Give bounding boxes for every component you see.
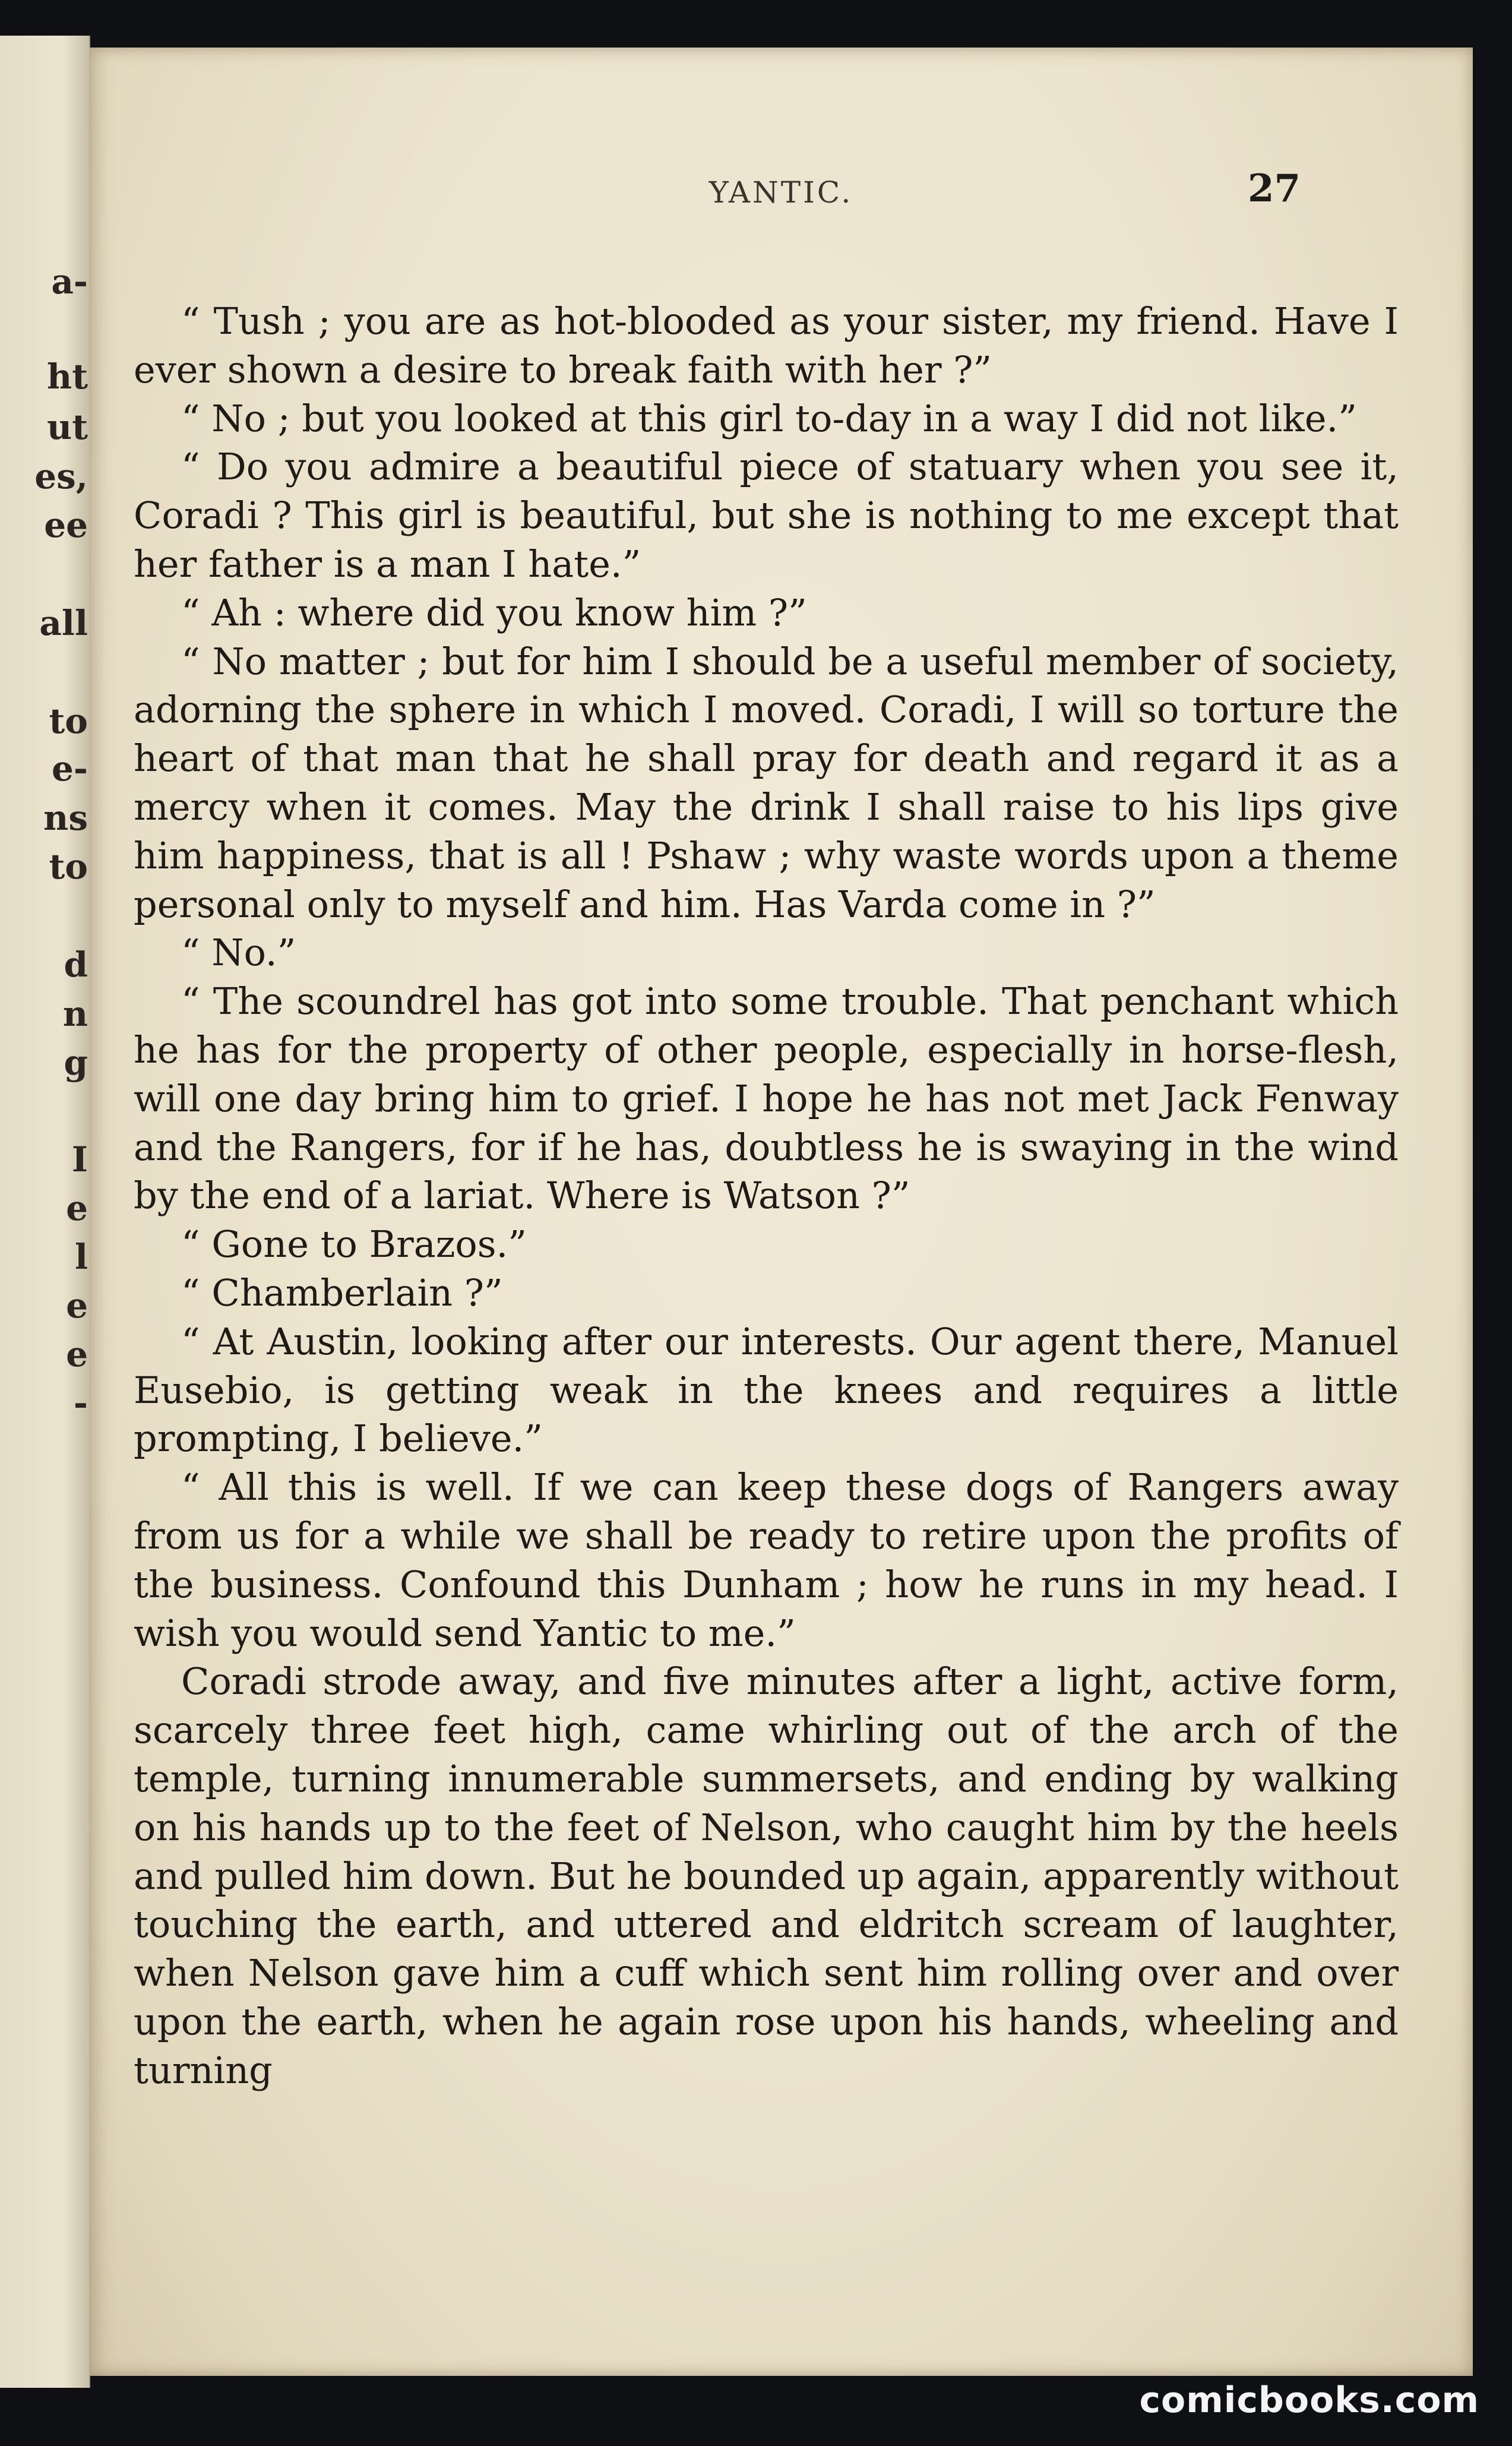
left-page-fragment: e [66, 1188, 88, 1228]
left-page-fragment: I [71, 1139, 88, 1180]
paragraph: “ Tush ; you are as hot-blooded as your sister, my friend. Have I ever shown a desire to break faith with her ?” [134, 299, 1399, 391]
paragraph: “ The scoundrel has got into some trouble. That penchant which he has for the property of other people, especially in horse-flesh, will one day bring him to grief. I hope he has not met Jack Fenway and the Rangers, for if he has, doubtless he is swaying in the wind by the end of a lariat. Where is Watson ?” [134, 979, 1399, 1218]
left-page-fragment: g [64, 1042, 88, 1083]
paragraph: “ Do you admire a beautiful piece of statuary when you see it, Coradi ? This girl is beautiful, but she is nothing to me except that her father is a man I hate.” [134, 445, 1399, 586]
paragraph: Coradi strode away, and five minutes after a light, active form, scarcely three feet high, came whirling out of the arch of the temple, turning innumerable summersets, and ending by walking on his hands up to the feet of Nelson, who caught him by the heels and pulled him down. But he bounded up again, apparently without touching the earth, and uttered and eldritch scream of laughter, when Nelson gave him a cuff which sent him rolling over and over upon the earth, when he again rose upon his hands, wheeling and turning [134, 1660, 1399, 2092]
left-page-fragment: l [74, 1237, 88, 1277]
left-page-fragment: - [73, 1383, 88, 1423]
book-page [89, 48, 1473, 2376]
paragraph: “ No.” [181, 931, 296, 975]
left-page-fragment: ee [44, 505, 88, 545]
left-page-fragment: n [62, 994, 88, 1034]
left-page-fragment: e [66, 1285, 88, 1326]
paragraph: “ No ; but you looked at this girl to-day in a way I did not like.” [181, 396, 1357, 440]
left-page-fragment: d [64, 944, 88, 985]
paragraph: “ Chamberlain ?” [181, 1271, 503, 1314]
left-page-fragment: e [66, 1334, 88, 1374]
paragraph: “ Ah : where did you know him ?” [181, 590, 807, 634]
left-page-fragment: ht [47, 356, 88, 397]
left-page-fragment: ns [43, 798, 88, 838]
paragraph: “ At Austin, looking after our interests. Our agent there, Manuel Eusebio, is getting weak in the knees and requires a little prompting, I believe.” [134, 1319, 1399, 1461]
paragraph: “ All this is well. If we can keep these dogs of Rangers away from us for a while we shall be ready to retire upon the profits of the business. Confound this Dunham ; how he runs in my head. I wish you would send Yantic to me.” [134, 1465, 1399, 1655]
running-head: YANTIC. [708, 175, 853, 210]
paragraph: “ Gone to Brazos.” [181, 1222, 527, 1266]
left-page-fragment: e- [52, 748, 88, 789]
left-page-fragment: to [49, 846, 88, 887]
adjacent-left-page [0, 36, 90, 2388]
left-page-fragment: ut [47, 407, 88, 447]
left-page-fragment: to [49, 701, 88, 741]
left-page-fragment: all [39, 603, 88, 643]
site-watermark: comicbooks.com [1139, 2379, 1479, 2421]
left-page-fragment: a- [51, 261, 88, 302]
left-page-fragment: es, [34, 456, 88, 497]
page-number: 27 [1247, 166, 1301, 211]
body-text [134, 297, 1399, 2094]
paragraph: “ No matter ; but for him I should be a useful member of society, adorning the sphere in which I moved. Coradi, I will so torture the heart of that man that he shall pray for death and regard it as a mercy when it comes. May the drink I shall raise to his lips give him happiness, that is all ! Pshaw ; why waste words upon a theme personal only to myself and him. Has Varda come in ?” [134, 639, 1399, 926]
